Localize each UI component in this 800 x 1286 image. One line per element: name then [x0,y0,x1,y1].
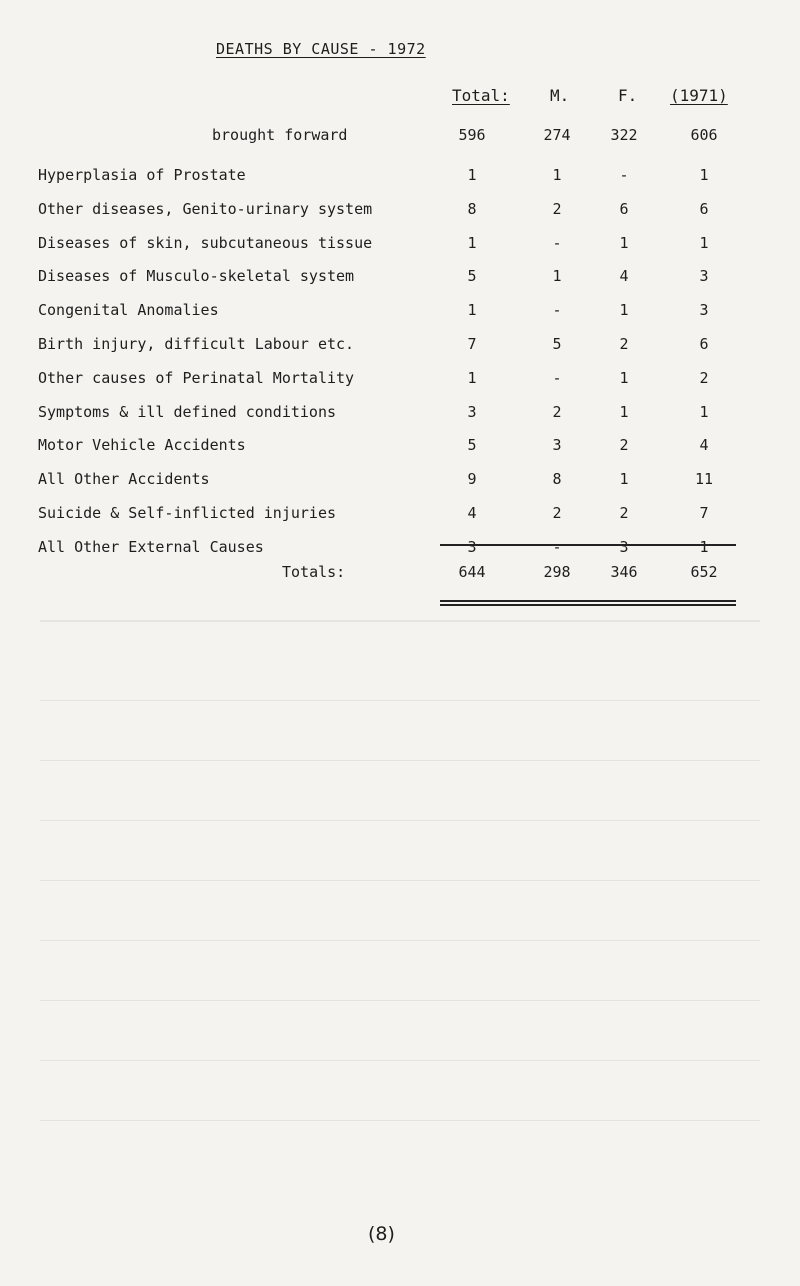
row-label: All Other Accidents [38,470,210,488]
totals-bottom-rule-2 [440,604,736,606]
row-prior-value: 6 [699,335,709,353]
row-male-value: - [552,538,562,556]
totals-label: Totals: [282,563,346,581]
row-label: Motor Vehicle Accidents [38,436,246,454]
row-label: Diseases of skin, subcutaneous tissue [38,234,373,252]
row-male-value: 1 [552,166,562,184]
row-total-value: 1 [467,369,477,387]
row-total-value: 1 [467,166,477,184]
row-female-value: 1 [619,234,629,252]
row-prior-value: 6 [699,200,709,218]
row-total-value: 4 [467,504,477,522]
row-male-value: 1 [552,267,562,285]
row-male-value: - [552,369,562,387]
row-prior-value: 1 [699,538,709,556]
row-total-value: 3 [467,538,477,556]
header-female: F. [618,86,638,105]
row-total-value: 5 [467,436,477,454]
row-total-value: 5 [467,267,477,285]
row-female-value: 4 [619,267,629,285]
row-prior-value: 7 [699,504,709,522]
row-label: Suicide & Self-inflicted injuries [38,504,337,522]
row-total-value: 3 [467,403,477,421]
row-prior-value: 11 [694,470,714,488]
row-prior-value: 1 [699,403,709,421]
row-female-value: 3 [619,538,629,556]
row-label: Other diseases, Genito-urinary system [38,200,373,218]
row-male-value: 8 [552,470,562,488]
row-label: Hyperplasia of Prostate [38,166,246,184]
row-female-value: 2 [619,335,629,353]
row-label: Congenital Anomalies [38,301,219,319]
row-female-value: 2 [619,436,629,454]
row-female-value: 2 [619,504,629,522]
row-female-value: 1 [619,301,629,319]
row-label: Birth injury, difficult Labour etc. [38,335,355,353]
header-total: Total: [452,86,510,105]
row-male-value: 3 [552,436,562,454]
row-total-value: 9 [467,470,477,488]
row-female-value: 6 [619,200,629,218]
brought-forward-female: 322 [610,126,638,144]
row-male-value: 2 [552,504,562,522]
row-male-value: 2 [552,403,562,421]
header-prior-year: (1971) [670,86,728,105]
row-total-value: 1 [467,301,477,319]
row-total-value: 1 [467,234,477,252]
row-label: Symptoms & ill defined conditions [38,403,337,421]
page-number: (8) [368,1223,395,1245]
row-female-value: - [619,166,629,184]
row-label: All Other External Causes [38,538,264,556]
header-male: M. [550,86,570,105]
row-label: Other causes of Perinatal Mortality [38,369,355,387]
totals-female: 346 [610,563,638,581]
brought-forward-male: 274 [543,126,571,144]
row-male-value: - [552,301,562,319]
row-total-value: 7 [467,335,477,353]
totals-total: 644 [458,563,486,581]
totals-top-rule [440,544,736,546]
row-label: Diseases of Musculo-skeletal system [38,267,355,285]
row-prior-value: 3 [699,267,709,285]
row-male-value: 5 [552,335,562,353]
row-female-value: 1 [619,369,629,387]
row-prior-value: 1 [699,166,709,184]
row-prior-value: 1 [699,234,709,252]
page-title: DEATHS BY CAUSE - 1972 [216,40,426,58]
row-prior-value: 2 [699,369,709,387]
row-female-value: 1 [619,470,629,488]
brought-forward-total: 596 [458,126,486,144]
brought-forward-label: brought forward [212,126,348,144]
row-prior-value: 4 [699,436,709,454]
row-male-value: - [552,234,562,252]
row-total-value: 8 [467,200,477,218]
brought-forward-prior: 606 [690,126,718,144]
row-prior-value: 3 [699,301,709,319]
totals-prior: 652 [690,563,718,581]
totals-male: 298 [543,563,571,581]
row-male-value: 2 [552,200,562,218]
totals-bottom-rule-1 [440,600,736,602]
row-female-value: 1 [619,403,629,421]
